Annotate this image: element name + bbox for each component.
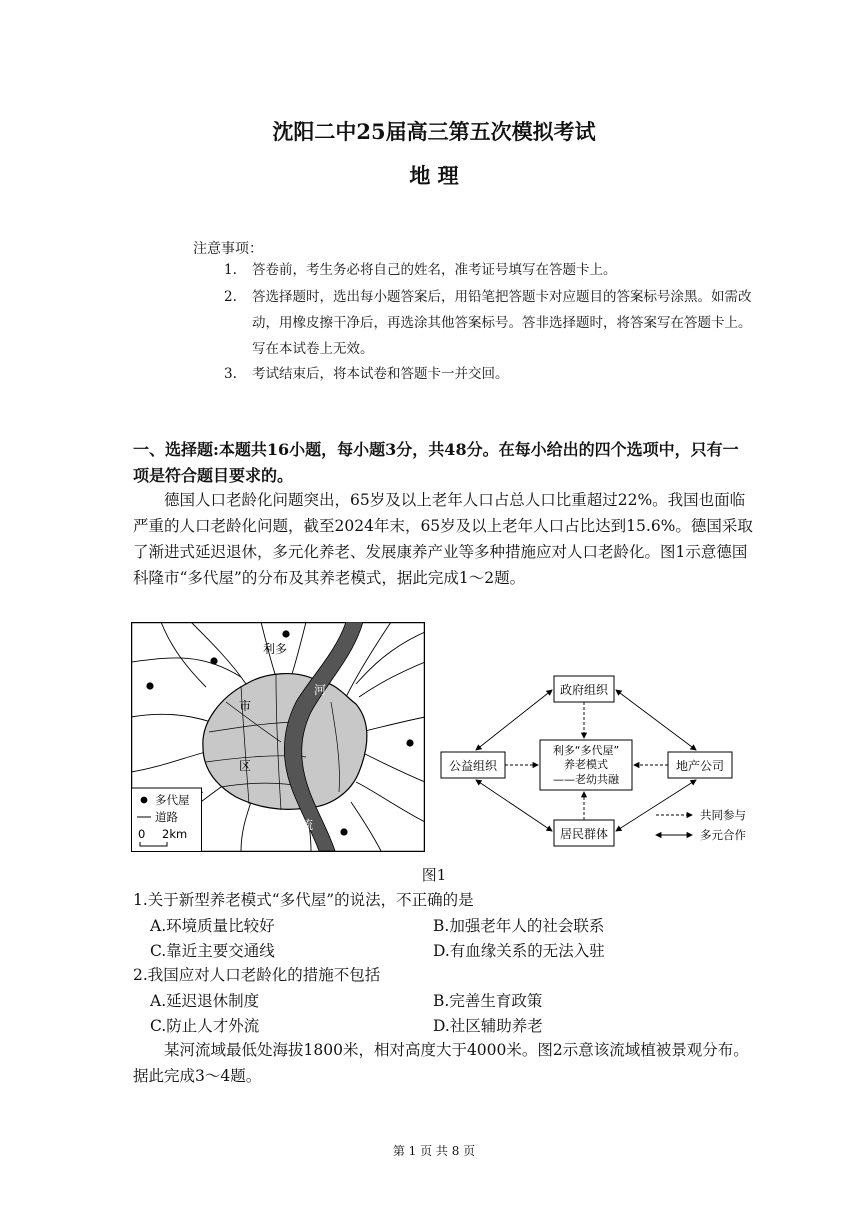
- map-label-shi: 市: [239, 699, 252, 713]
- question-2-option-a: A.延迟退休制度: [150, 992, 260, 1010]
- note-number: 2.: [224, 289, 237, 305]
- map-label-qu: 区: [239, 759, 252, 773]
- note-text: 考试结束后，将本试卷和答题卡一并交回。: [252, 366, 509, 382]
- question-1-option-d: D.有血缘关系的无法入驻: [433, 942, 605, 960]
- question-2-option-b: B.完善生育政策: [433, 992, 543, 1010]
- question-1-stem: 1.关于新型养老模式“多代屋”的说法，不正确的是: [133, 891, 474, 909]
- note-number: 3.: [224, 366, 237, 382]
- center-line-1: 利多“多代屋”: [552, 744, 620, 757]
- question-1-option-a: A.环境质量比较好: [150, 917, 275, 935]
- legend-house-dot: [141, 797, 148, 804]
- center-line-2: 养老模式: [564, 758, 608, 771]
- note-number: 1.: [224, 262, 237, 278]
- center-line-3: ——老幼共融: [553, 773, 619, 786]
- notes-heading: 注意事项：: [193, 241, 263, 257]
- legend-scale-zero: 0: [138, 827, 146, 841]
- legend-scale-km: 2km: [162, 827, 188, 841]
- question-2-stem: 2.我国应对人口老龄化的措施不包括: [133, 966, 381, 984]
- note-text: 答选择题时，选出每小题答案后，用铅笔把答题卡对应题目的答案标号涂黑。如需改动，用橡皮擦干净后，再选涂其他答案标号。答非选择题时，将答案写在答题卡上。写在本试卷上无效。: [252, 289, 752, 357]
- question-1-option-b: B.加强老年人的社会联系: [433, 917, 605, 935]
- question-2-option-d: D.社区辅助养老: [433, 1017, 543, 1035]
- page-footer: 第 1 页 共 8 页: [392, 1144, 476, 1158]
- box-residents: 居民群体: [559, 827, 609, 841]
- box-gov: 政府组织: [559, 683, 609, 697]
- city-map: [131, 622, 425, 852]
- exam-title: 沈阳二中25届高三第五次模拟考试: [272, 119, 596, 144]
- question-1-option-c: C.靠近主要交通线: [150, 942, 275, 960]
- box-welfare: 公益组织: [448, 759, 498, 773]
- legend-house: 多代屋: [155, 793, 190, 807]
- subject-title: 地 理: [409, 163, 459, 188]
- section-heading: 一、选择题:本题共16小题，每小题3分，共48分。在每小给出的四个选项中，只有一项是符合题目要求的。: [133, 440, 739, 485]
- legend-solid: 多元合作: [700, 828, 746, 842]
- map-label-he: 河: [314, 683, 327, 697]
- elderly-care-diagram: [438, 668, 760, 856]
- map-label-liu: 流: [301, 818, 314, 832]
- intro-paragraph-2: 某河流域最低处海拔1800米，相对高度大于4000米。图2示意该流域植被景观分布。据此完成3～4题。: [133, 1041, 749, 1085]
- note-text: 答卷前，考生务必将自己的姓名，准考证号填写在答题卡上。: [252, 262, 617, 278]
- intro-paragraph-1: 德国人口老龄化问题突出，65岁及以上老年人口占总人口比重超过22%。我国也面临严重的人口老龄化问题，截至2024年末，65岁及以上老年人口占比达到15.6%。德国采取了渐进式延迟退休，多元化养老、发展康养产业等多种措施应对人口老龄化。图1示意德国科隆市“多代屋”的分布及其养老模式，据此完成1～2题。: [133, 491, 753, 587]
- legend-road: 道路: [155, 810, 178, 824]
- map-label-lido: 利多: [263, 642, 288, 656]
- question-2-option-c: C.防止人才外流: [150, 1017, 260, 1035]
- figure-caption: 图1: [421, 866, 447, 884]
- box-estate: 地产公司: [675, 759, 725, 773]
- legend-dashed: 共同参与: [700, 808, 746, 822]
